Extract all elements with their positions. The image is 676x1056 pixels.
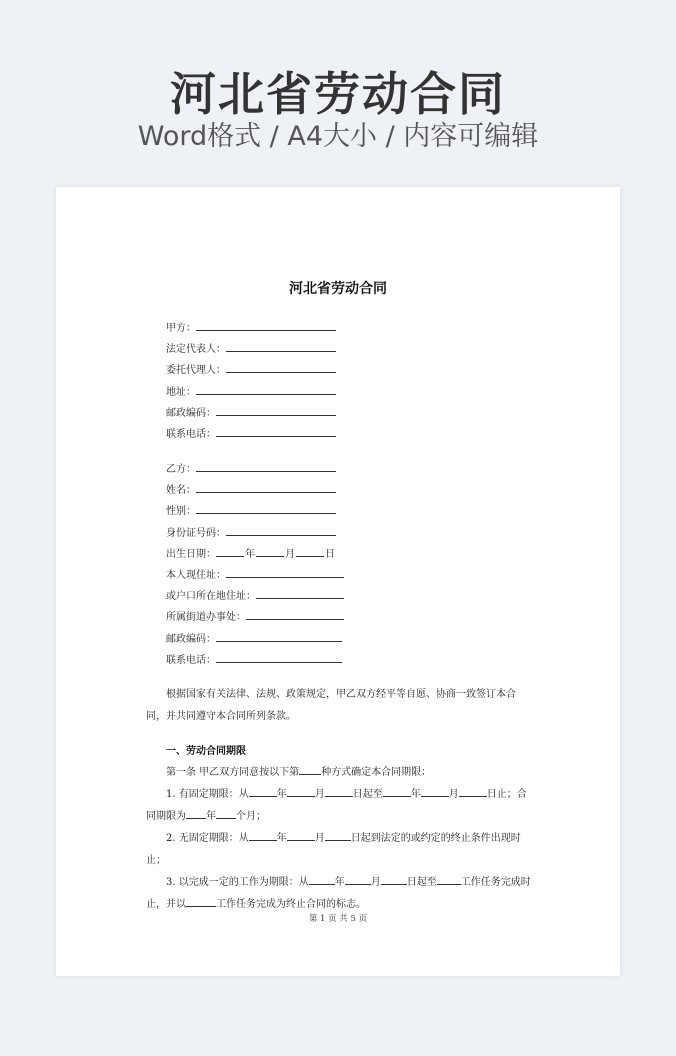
item-3-month-blank[interactable] — [345, 874, 371, 885]
gender-row — [166, 503, 344, 524]
agent-row — [166, 362, 336, 383]
item-1 — [146, 784, 531, 828]
party-a-label: 甲方： — [166, 323, 196, 334]
item-1-start-month-blank[interactable] — [287, 786, 315, 797]
article-1 — [146, 762, 531, 784]
item-2-year-unit: 年 — [276, 833, 287, 844]
item-3 — [146, 872, 531, 916]
page-footer: 第 1 页 共 5 页 — [308, 914, 368, 924]
id-number-input-line[interactable] — [226, 525, 336, 536]
phone-a-input-line[interactable] — [216, 426, 336, 437]
postcode-b-row — [166, 631, 344, 652]
postcode-a-label: 邮政编码： — [166, 407, 216, 419]
name-input-line[interactable] — [196, 482, 336, 493]
item-1-start-day-blank[interactable] — [325, 786, 353, 797]
id-number-label: 身份证号码： — [166, 527, 226, 539]
section-1-body — [146, 762, 531, 916]
hukou-address-row — [166, 588, 344, 609]
legal-rep-label: 法定代表人： — [166, 344, 226, 356]
agent-label: 委托代理人： — [166, 365, 226, 377]
article-1-suffix: 种方式确定本合同期限： — [321, 767, 432, 778]
document-page — [56, 187, 620, 976]
item-3-year-unit: 年 — [334, 877, 345, 888]
postcode-b-label: 邮政编码： — [166, 633, 216, 645]
address-input-line[interactable] — [196, 384, 336, 395]
item-1-from-text: 日起至 — [352, 789, 383, 800]
item-1-until-text: 日止；合同期限为 — [146, 789, 527, 822]
gender-input-line[interactable] — [196, 503, 336, 514]
intro-paragraph: 根据国家有关法律、法规、政策规定，甲乙双方经平等自愿、协商一致签订本合同，并共同遵守本合同所列条款。 — [146, 689, 516, 722]
subdistrict-label: 所属街道办事处： — [166, 612, 246, 624]
item-2-month-blank[interactable] — [287, 830, 315, 841]
party-b-row — [166, 461, 344, 482]
legal-rep-row — [166, 341, 336, 362]
item-2 — [146, 828, 531, 872]
item-3-task-blank-2[interactable] — [186, 896, 216, 907]
birth-day-input-line[interactable] — [296, 546, 324, 557]
party-a-input-line[interactable] — [196, 320, 336, 331]
item-3-until-text: 工作任务完成时止，并以 — [146, 877, 531, 910]
birth-month-unit: 月 — [285, 548, 295, 560]
agent-input-line[interactable] — [226, 362, 336, 373]
item-2-month-unit: 月 — [314, 833, 325, 844]
phone-b-row — [166, 652, 344, 673]
phone-b-label: 联系电话： — [166, 654, 216, 666]
postcode-a-input-line[interactable] — [216, 405, 336, 416]
item-2-text: 日起到法定的或约定的终止条件出现时止； — [146, 833, 521, 866]
item-1-start-year-blank[interactable] — [249, 786, 277, 797]
item-1-end-month-unit: 月 — [448, 789, 459, 800]
birth-day-unit: 日 — [325, 548, 335, 560]
phone-b-input-line[interactable] — [216, 652, 342, 663]
item-3-prefix: 3. 以完成一定的工作为期限：从 — [166, 877, 309, 888]
birth-year-unit: 年 — [245, 548, 255, 560]
address-label: 地址： — [166, 386, 196, 398]
item-1-term-year-unit: 年 — [206, 811, 216, 822]
article-1-choice-blank[interactable] — [299, 764, 321, 775]
banner-subtitle: Word格式 / A4大小 / 内容可编辑 — [137, 121, 539, 152]
item-1-end-day-blank[interactable] — [459, 786, 487, 797]
birth-year-input-line[interactable] — [216, 546, 244, 557]
gender-label: 性别： — [166, 506, 196, 518]
name-label: 姓名： — [166, 485, 196, 497]
item-1-end-year-unit: 年 — [410, 789, 421, 800]
item-3-year-blank[interactable] — [309, 874, 335, 885]
hukou-address-input-line[interactable] — [256, 588, 344, 599]
item-3-month-unit: 月 — [370, 877, 381, 888]
party-b-label: 乙方： — [166, 464, 196, 475]
party-a-fields — [166, 320, 336, 447]
item-2-prefix: 2. 无固定期限：从 — [166, 833, 249, 844]
item-2-year-blank[interactable] — [249, 830, 277, 841]
party-b-fields — [166, 461, 344, 673]
postcode-b-input-line[interactable] — [216, 631, 342, 642]
postcode-a-row — [166, 405, 336, 426]
article-1-prefix: 第一条 甲乙双方同意按以下第 — [166, 767, 300, 778]
party-b-input-line[interactable] — [196, 461, 336, 472]
item-1-months-blank[interactable] — [216, 808, 236, 819]
birth-month-input-line[interactable] — [256, 546, 284, 557]
section-1-heading: 一、劳动合同期限 — [166, 746, 246, 757]
item-1-month-unit: 月 — [314, 789, 325, 800]
document-title: 河北省劳动合同 — [289, 281, 387, 297]
current-address-row — [166, 567, 344, 588]
item-2-day-blank[interactable] — [325, 830, 351, 841]
phone-a-label: 联系电话： — [166, 428, 216, 440]
current-address-input-line[interactable] — [226, 567, 344, 578]
subdistrict-row — [166, 609, 344, 630]
banner — [0, 0, 676, 186]
phone-a-row — [166, 426, 336, 447]
item-3-from-text: 日起至 — [406, 877, 437, 888]
birth-date-label: 出生日期： — [166, 548, 216, 560]
item-1-prefix: 1. 有固定期限：从 — [166, 789, 249, 800]
hukou-address-label: 或户口所在地住址： — [166, 591, 256, 603]
birth-date-row — [166, 546, 344, 567]
id-number-row — [166, 525, 344, 546]
address-row — [166, 384, 336, 405]
item-3-end-text: 工作任务完成为终止合同的标志。 — [216, 899, 366, 910]
party-a-row — [166, 320, 336, 341]
item-1-year-unit: 年 — [276, 789, 287, 800]
subdistrict-input-line[interactable] — [246, 609, 344, 620]
item-1-months-text: 个月； — [236, 811, 266, 822]
item-1-years-blank[interactable] — [186, 808, 206, 819]
banner-title: 河北省劳动合同 — [170, 67, 506, 121]
item-1-end-year-blank[interactable] — [383, 786, 411, 797]
legal-rep-input-line[interactable] — [226, 341, 336, 352]
name-row — [166, 482, 344, 503]
current-address-label: 本人现住址： — [166, 569, 226, 581]
item-3-task-blank[interactable] — [437, 874, 461, 885]
item-1-end-month-blank[interactable] — [421, 786, 449, 797]
item-3-day-blank[interactable] — [381, 874, 407, 885]
